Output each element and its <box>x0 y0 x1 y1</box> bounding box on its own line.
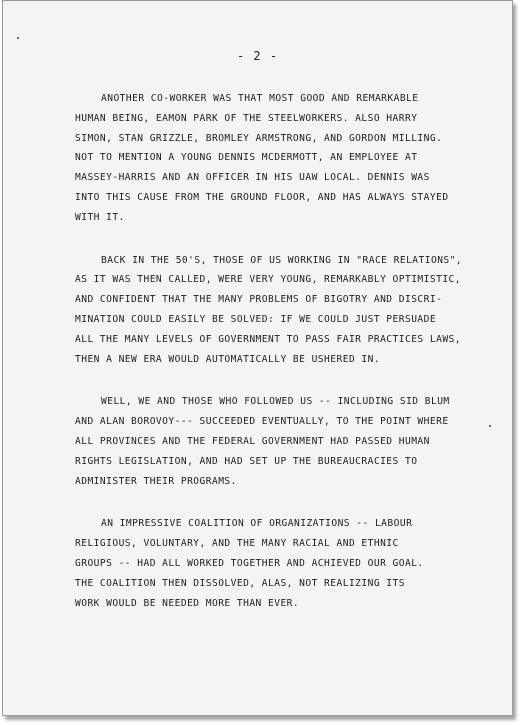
paper-speck <box>489 425 491 427</box>
text-line: AS IT WAS THEN CALLED, WERE VERY YOUNG, REMARKABLY OPTIMISTIC, <box>75 274 462 286</box>
paper-speck <box>17 37 19 39</box>
text-line: ALL PROVINCES AND THE FEDERAL GOVERNMENT HAD PASSED HUMAN <box>75 435 430 447</box>
document-page <box>2 0 513 716</box>
text-line: AN IMPRESSIVE COALITION OF ORGANIZATIONS -- LABOUR <box>101 518 413 530</box>
text-line: AND ALAN BOROVOY--- SUCCEEDED EVENTUALLY, TO THE POINT WHERE <box>75 416 449 428</box>
paragraph-4 <box>75 514 475 613</box>
text-line: THE COALITION THEN DISSOLVED, ALAS, NOT REALIZING ITS <box>75 577 405 589</box>
text-line: INTO THIS CAUSE FROM THE GROUND FLOOR, AND HAS ALWAYS STAYED <box>75 191 449 203</box>
body-text <box>75 89 475 636</box>
text-line: ADMINISTER THEIR PROGRAMS. <box>75 475 237 487</box>
text-line: NOT TO MENTION A YOUNG DENNIS MCDERMOTT, AN EMPLOYEE AT <box>75 152 418 164</box>
text-line: ALL THE MANY LEVELS OF GOVERNMENT TO PASS FAIR PRACTICES LAWS, <box>75 333 462 345</box>
paragraph-2 <box>75 251 475 370</box>
text-line: RELIGIOUS, VOLUNTARY, AND THE MANY RACIAL AND ETHNIC <box>75 538 399 550</box>
text-line: BACK IN THE 50'S, THOSE OF US WORKING IN "RACE RELATIONS", <box>101 254 463 266</box>
text-line: WELL, WE AND THOSE WHO FOLLOWED US -- INCLUDING SID BLUM <box>101 396 450 408</box>
text-line: MASSEY-HARRIS AND AN OFFICER IN HIS UAW LOCAL. DENNIS WAS <box>75 172 430 184</box>
page-number: - 2 - <box>236 49 279 63</box>
text-line: MINATION COULD EASILY BE SOLVED: IF WE COULD JUST PERSUADE <box>75 313 437 325</box>
text-line: ANOTHER CO-WORKER WAS THAT MOST GOOD AND REMARKABLE <box>101 93 419 104</box>
text-line: WORK WOULD BE NEEDED MORE THAN EVER. <box>75 597 300 609</box>
text-line: AND CONFIDENT THAT THE MANY PROBLEMS OF BIGOTRY AND DISCRI- <box>75 294 443 306</box>
text-line: WITH IT. <box>75 211 125 223</box>
text-line: THEN A NEW ERA WOULD AUTOMATICALLY BE USHERED IN. <box>75 353 381 365</box>
text-line: SIMON, STAN GRIZZLE, BROMLEY ARMSTRONG, AND GORDON MILLING. <box>75 132 443 144</box>
text-line: HUMAN BEING, EAMON PARK OF THE STEELWORKERS. ALSO HARRY <box>75 112 418 124</box>
text-line: RIGHTS LEGISLATION, AND HAD SET UP THE BUREAUCRACIES TO <box>75 455 418 467</box>
paragraph-1 <box>75 89 475 228</box>
text-line: GROUPS -- HAD ALL WORKED TOGETHER AND ACHIEVED OUR GOAL. <box>75 557 424 569</box>
paragraph-3 <box>75 392 475 491</box>
